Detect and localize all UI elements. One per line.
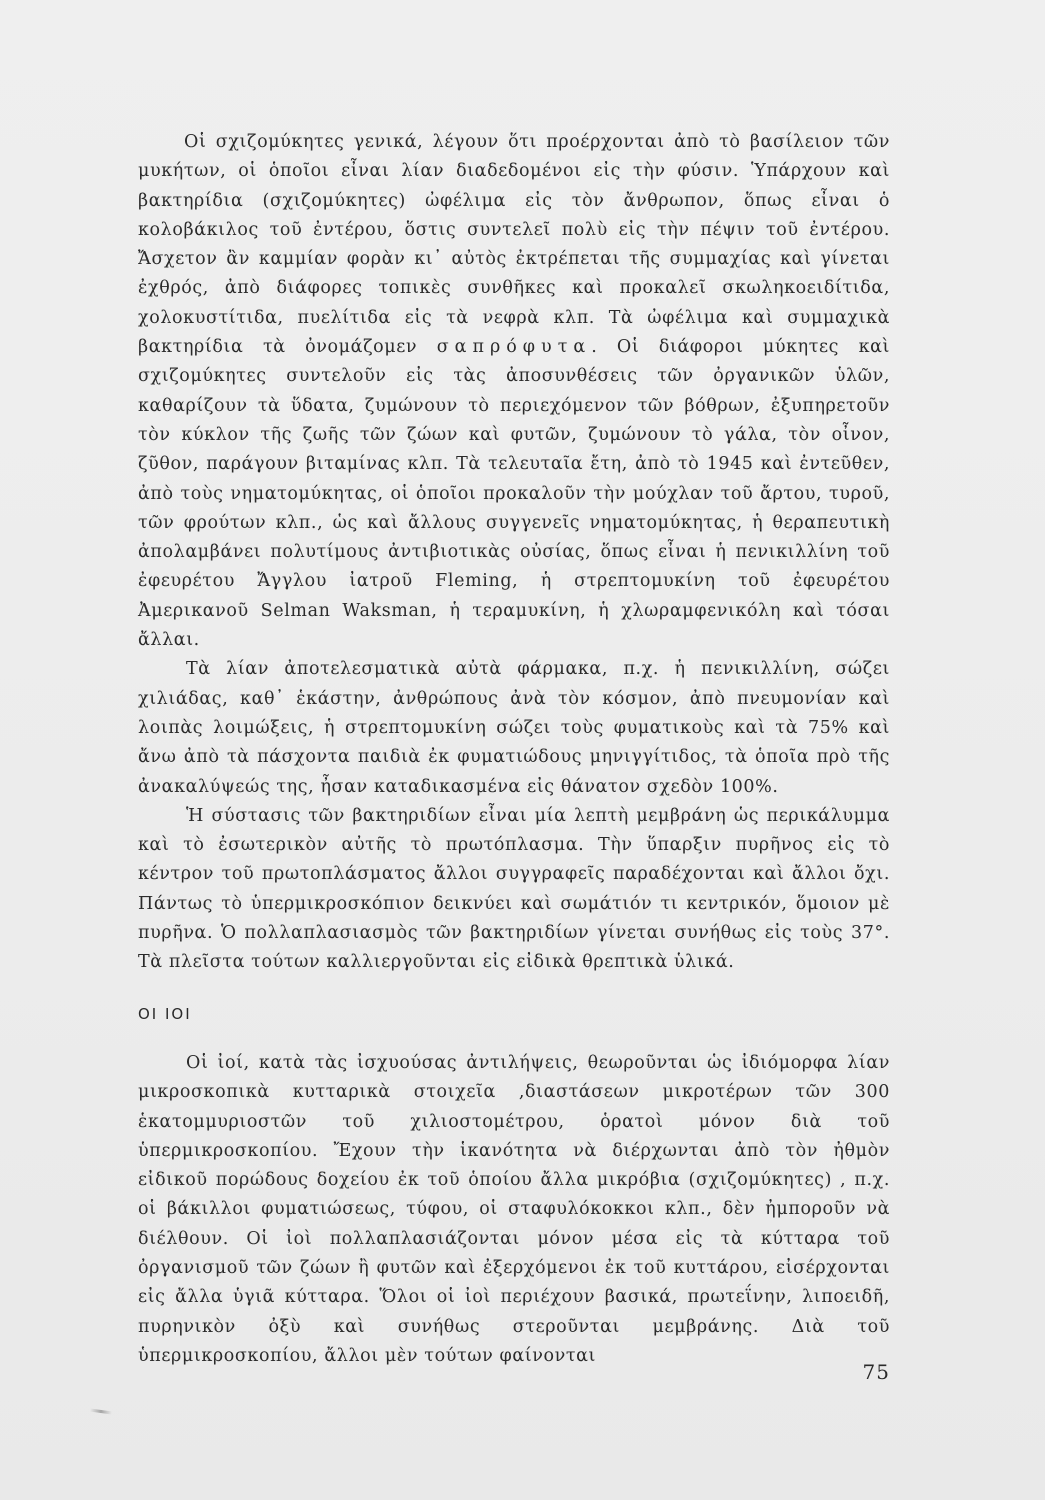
- paragraph: Ἡ σύστασις τῶν βακτηριδίων εἶναι μία λεπτὴ μεμβράνη ὡς περικάλυμμα καὶ τὸ ἐσωτερικὸν αὐτῆς τὸ πρωτόπλασμα. Τὴν ὕπαρξιν πυρῆνος εἰς τὸ κέντρον τοῦ πρωτοπλάσματος ἄλλοι συγγραφεῖς παραδέχονται καὶ ἄλλοι ὄχι. Πάντως τὸ ὑπερμικροσκόπιον δεικνύει καὶ σωμάτιόν τι κεντρικόν, ὅμοιον μὲ πυρῆνα. Ὁ πολλαπλασιασμὸς τῶν βακτηριδίων γίνεται συνήθως εἰς τοὺς 37°. Τὰ πλεῖστα τούτων καλλιεργοῦνται εἰς εἰδικὰ θρεπτικὰ ὑλικά.: [138, 805, 890, 973]
- paragraph-text: . Οἱ διάφοροι μύκητες καὶ σχιζομύκητες συντελοῦν εἰς τὰς ἀποσυνθέσεις τῶν ὀργανικῶν ὑλῶν, καθαρίζουν τὰ ὕδατα, ζυμώνουν τὸ περιεχόμενον τῶν βόθρων, ἐξυπηρετοῦν τὸν κύκλον τῆς ζωῆς τῶν ζώων καὶ φυτῶν, ζυμώνουν τὸ γάλα, τὸν οἶνον, ζῦθον, παράγουν βιταμίνας κλπ. Τὰ τελευταῖα ἔτη, ἀπὸ τὸ 1945 καὶ ἐντεῦθεν, ἀπὸ τοὺς νηματομύκητας, οἱ ὁποῖοι προκαλοῦν τὴν μούχλαν τοῦ ἄρτου, τυροῦ, τῶν φρούτων κλπ., ὡς καὶ ἄλλους συγγενεῖς νηματομύκητας, ἡ θεραπευτικὴ ἀπολαμβάνει πολυτίμους ἀντιβιοτικὰς οὐσίας, ὅπως εἶναι ἡ πενικιλλίνη τοῦ ἐφευρέτου Ἄγγλου ἰατροῦ Fleming, ἡ στρεπτομυκίνη τοῦ ἐφευρέτου Ἀμερικανοῦ Selman Waksman, ἡ τεραμυκίνη, ἡ χλωραμφενικόλη καὶ τόσαι ἄλλαι.: [138, 337, 891, 651]
- paragraph: Οἱ ἰοί, κατὰ τὰς ἰσχυούσας ἀντιλήψεις, θεωροῦνται ὡς ἰδιόμορφα λίαν μικροσκοπικὰ κυτταρικὰ στοιχεῖα ,διαστάσεων μικροτέρων τῶν 300 ἑκατομμυριοστῶν τοῦ χιλιοστομέτρου, ὁρατοὶ μόνον διὰ τοῦ ὑπερμικροσκοπίου. Ἔχουν τὴν ἱκανότητα νὰ διέρχωνται ἀπὸ τὸν ἠθμὸν εἰδικοῦ πορώδους δοχείου ἐκ τοῦ ὁποίου ἄλλα μικρόβια (σχιζομύκητες) , π.χ. οἱ βάκιλλοι φυματιώσεως, τύφου, οἱ σταφυλόκοκκοι κλπ., δὲν ἠμποροῦν νὰ διέλθουν. Οἱ ἰοὶ πολλαπλασιάζονται μόνον μέσα εἰς τὰ κύτταρα τοῦ ὀργανισμοῦ τῶν ζώων ἢ φυτῶν καὶ ἐξερχόμενοι ἐκ τοῦ κυττάρου, εἰσέρχονται εἰς ἄλλα ὑγιᾶ κύτταρα. Ὅλοι οἱ ἰοὶ περιέχουν βασικά, πρωτεΐνην, λιποειδῆ, πυρηνικὸν ὀξὺ καὶ συνήθως στεροῦνται μεμβράνης. Διὰ τοῦ ὑπερμικροσκοπίου, ἄλλοι μὲν τούτων φαίνονται: [138, 1052, 890, 1366]
- body-text: [138, 128, 890, 1371]
- ink-smudge: [90, 1408, 112, 1414]
- paragraph: Τὰ λίαν ἀποτελεσματικὰ αὐτὰ φάρμακα, π.χ. ἡ πενικιλλίνη, σώζει χιλιάδας, καθ᾽ ἑκάστην, ἀνθρώπους ἀνὰ τὸν κόσμον, ἀπὸ πνευμονίαν καὶ λοιπὰς λοιμώξεις, ἡ στρεπτομυκίνη σώζει τοὺς φυματικοὺς καὶ τὰ 75% καὶ ἄνω ἀπὸ τὰ πάσχοντα παιδιὰ ἐκ φυματιώδους μηνιγγίτιδος, τὰ ὁποῖα πρὸ τῆς ἀνακαλύψεώς της, ἦσαν καταδικασμένα εἰς θάνατον σχεδὸν 100%.: [138, 659, 890, 797]
- paragraph: [138, 128, 890, 655]
- page-number: 75: [862, 1360, 890, 1384]
- paragraph-text: Οἱ σχιζομύκητες γενικά, λέγουν ὅτι προέρχονται ἀπὸ τὸ βασίλειον τῶν μυκήτων, οἱ ὁποῖοι εἶναι λίαν διαδεδομένοι εἰς τὴν φύσιν. Ὑπάρχουν καὶ βακτηρίδια (σχιζομύκητες) ὠφέλιμα εἰς τὸν ἄνθρωπον, ὅπως εἶναι ὁ κολοβάκιλος τοῦ ἐντέρου, ὅστις συντελεῖ πολὺ εἰς τὴν πέψιν τοῦ ἐντέρου. Ἄσχετον ἂν καμμίαν φορὰν κι᾽ αὐτὸς ἐκτρέπεται τῆς συμμαχίας καὶ γίνεται ἐχθρός, ἀπὸ διάφορες τοπικὲς συνθῆκες καὶ προκαλεῖ σκωληκοειδίτιδα, χολοκυστίτιδα, πυελίτιδα εἰς τὰ νεφρὰ κλπ. Τὰ ὠφέλιμα καὶ συμμαχικὰ βακτηρίδια τὰ ὀνομάζομεν: [138, 132, 890, 358]
- emphasized-term: σαπρόφυτα: [436, 337, 592, 358]
- section-heading: ΟΙ ΙΟΙ: [138, 1004, 192, 1023]
